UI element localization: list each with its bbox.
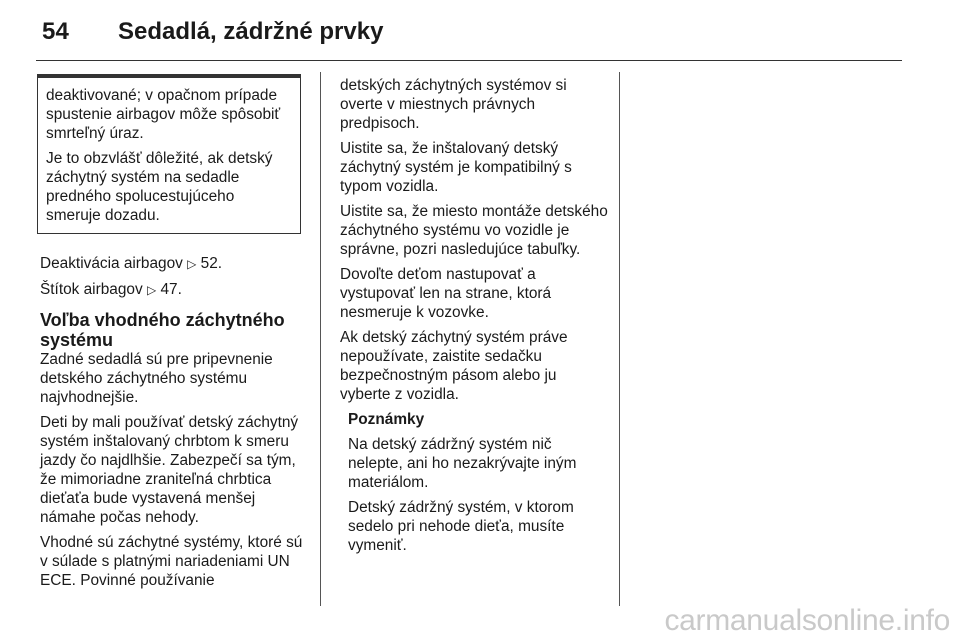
warning-text: Je to obzvlášť dôležité, ak detský záchytný systém na sedadle predného spolucestujúceho smeruje dozadu.	[46, 150, 273, 224]
note-block	[340, 410, 610, 555]
page-title: Sedadlá, zádržné prvky	[118, 18, 384, 45]
body-paragraph: Vhodné sú záchytné systémy, ktoré sú v súlade s platnými nariadeniami UN ECE. Povinné používanie	[40, 534, 303, 589]
page-number: 54	[42, 18, 70, 45]
warning-box	[37, 74, 301, 234]
reference-text: Deaktivácia airbagov	[40, 255, 183, 272]
column-divider	[619, 72, 620, 606]
body-paragraph: Uistite sa, že inštalovaný detský záchytný systém je kompatibilný s typom vozidla.	[340, 140, 572, 195]
watermark: carmanualsonline.info	[664, 604, 950, 637]
warning-text: deaktivované; v opačnom prípade spustenie airbagov môže spôsobiť smrteľný úraz.	[46, 87, 281, 142]
reference-arrow-icon: ▷	[187, 257, 197, 271]
body-paragraph: Deti by mali používať detský záchytný systém inštalovaný chrbtom k smeru jazdy čo najdlhšie. Zabezpečí sa tým, že mimoriadne zraniteľná chrbtica dieťaťa bude vystavená menšej námahe počas nehody.	[40, 414, 299, 526]
body-paragraph: detských záchytných systémov si overte v miestnych právnych predpisoch.	[340, 77, 567, 132]
body-paragraph: Ak detský záchytný systém práve nepoužívate, zaistite sedačku bezpečnostným pásom alebo ju vyberte z vozidla.	[340, 329, 568, 403]
page-header	[36, 10, 902, 61]
note-paragraph: Detský zádržný systém, v ktorom sedelo pri nehode dieťa, musíte vymeniť.	[348, 499, 574, 554]
column-left	[40, 74, 310, 596]
section-heading: Voľba vhodného záchytného systému	[40, 310, 285, 350]
cross-reference	[40, 280, 310, 300]
body-paragraph: Dovoľte deťom nastupovať a vystupovať len na strane, ktorá nesmeruje k vozovke.	[340, 266, 552, 321]
reference-text: Štítok airbagov	[40, 281, 143, 298]
column-divider	[320, 72, 321, 606]
reference-link[interactable]: 52.	[200, 255, 223, 272]
reference-arrow-icon: ▷	[146, 283, 157, 297]
note-title: Poznámky	[348, 411, 425, 428]
note-paragraph: Na detský zádržný systém nič nelepte, ani ho nezakrývajte iným materiálom.	[348, 436, 577, 491]
column-middle	[340, 76, 610, 561]
reference-link[interactable]: 47.	[160, 281, 182, 298]
body-paragraph: Zadné sedadlá sú pre pripevnenie detského záchytného systému najvhodnejšie.	[40, 351, 273, 406]
cross-reference	[40, 254, 310, 274]
body-paragraph: Uistite sa, že miesto montáže detského záchytného systému vo vozidle je správne, pozri nasledujúce tabuľky.	[340, 203, 608, 258]
